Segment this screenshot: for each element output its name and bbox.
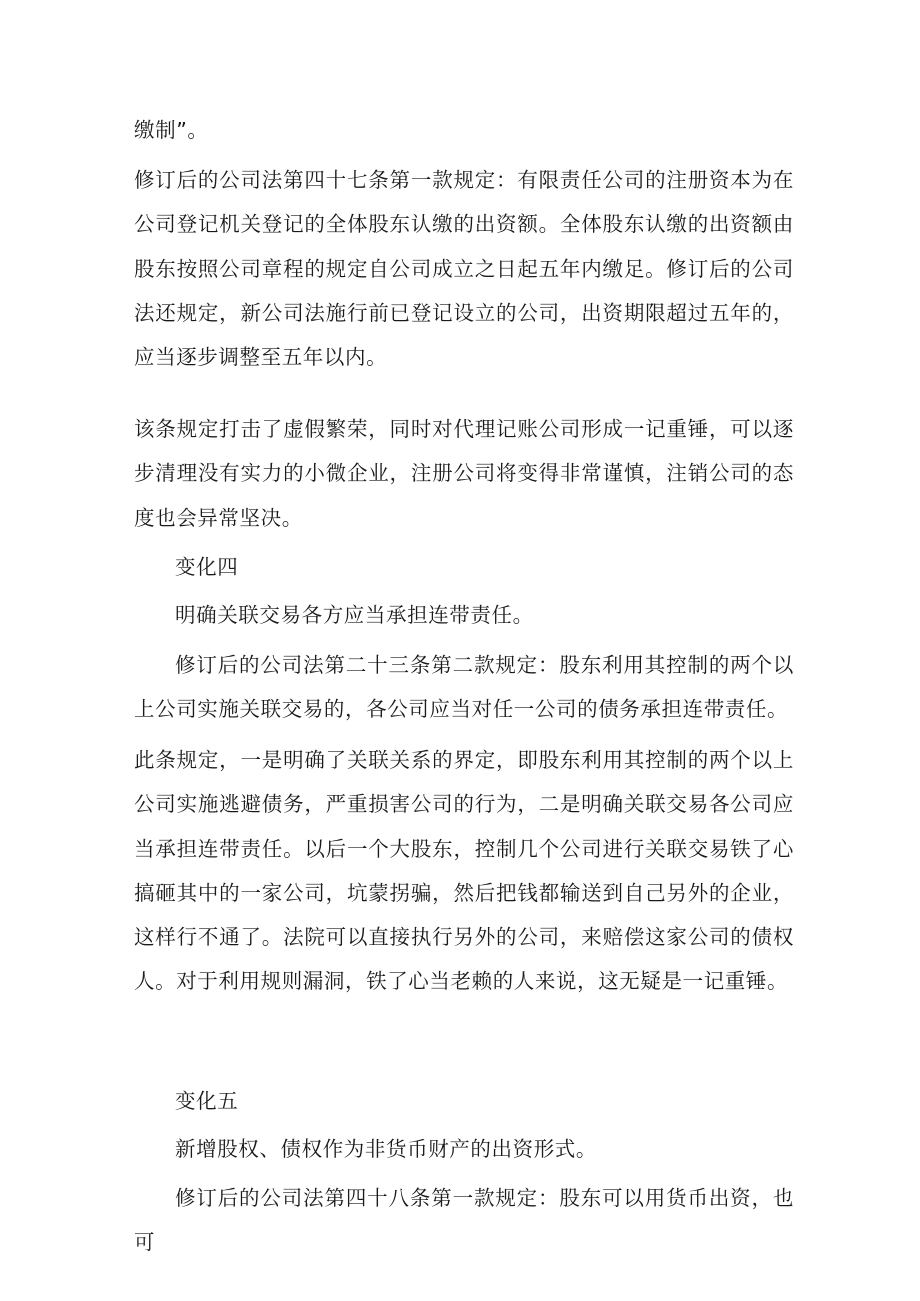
paragraph-commentary-1: 该条规定打击了虚假繁荣，同时对代理记账公司形成一记重锤，可以逐步清理没有实力的小微企业，注册公司将变得非常谨慎，注销公司的态度也会异常坚决。 xyxy=(134,417,794,530)
paragraph-commentary-2: 此条规定，一是明确了关联关系的界定，即股东利用其控制的两个以上公司实施逃避债务，严重损害公司的行为，二是明确关联交易各公司应当承担连带责任。以后一个大股东，控制几个公司进行关联交易铁了心搞砸其中的一家公司，坑蒙拐骗，然后把钱都输送到自己另外的企业，这样行不通了。法院可以直接执行另外的公司，来赔偿这家公司的债权人。对于利用规则漏洞，铁了心当老赖的人来说，这无疑是一记重锤。 xyxy=(134,748,794,994)
paragraph-article-23: 修订后的公司法第二十三条第二款规定：股东利用其控制的两个以上公司实施关联交易的，各公司应当对任一公司的债务承担连带责任。 xyxy=(134,653,794,722)
paragraph-continuation: 缴制”。 xyxy=(134,118,209,142)
section-heading-change-4: 变化四 xyxy=(175,555,239,579)
paragraph-article-47: 修订后的公司法第四十七条第一款规定：有限责任公司的注册资本为在公司登记机关登记的全体股东认缴的出资额。全体股东认缴的出资额由股东按照公司章程的规定自公司成立之日起五年内缴足。修订后的公司法还规定，新公司法施行前已登记设立的公司，出资期限超过五年的，应当逐步调整至五年以内。 xyxy=(134,168,794,370)
section-heading-change-5: 变化五 xyxy=(175,1089,239,1113)
paragraph-article-48: 修订后的公司法第四十八条第一款规定：股东可以用货币出资，也可 xyxy=(134,1186,794,1255)
paragraph-change-4-summary: 明确关联交易各方应当承担连带责任。 xyxy=(175,603,534,627)
paragraph-change-5-summary: 新增股权、债权作为非货币财产的出资形式。 xyxy=(175,1137,597,1161)
